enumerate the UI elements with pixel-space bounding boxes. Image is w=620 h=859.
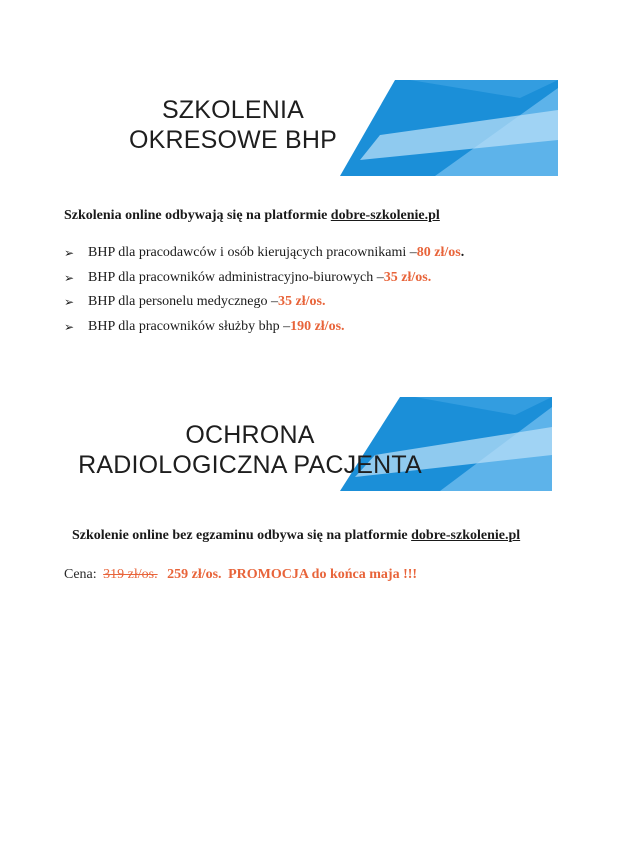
item-text: BHP dla pracodawców i osób kierujących pracownikami – [88, 245, 417, 261]
platform-intro [64, 208, 440, 224]
banner-graphic [340, 80, 558, 176]
platform-link[interactable]: dobre-szkolenie.pl [411, 528, 521, 543]
section-title [128, 95, 338, 155]
item-text: BHP dla pracowników służby bhp – [88, 318, 291, 334]
platform-intro-text: Szkolenie online bez egzaminu odbywa się na platformie [72, 528, 412, 543]
platform-intro [72, 528, 520, 544]
section-title-line2: RADIOLOGICZNA PACJENTA [78, 451, 422, 479]
section-title-line1: SZKOLENIA [161, 96, 305, 124]
section-title-line1: OCHRONA [185, 421, 315, 449]
arrow-right-icon: ➢ [64, 246, 75, 261]
training-list [64, 241, 464, 339]
list-item [64, 241, 464, 266]
item-text: BHP dla pracowników administracyjno-biurowych – [88, 269, 384, 285]
section-title-line2: OKRESOWE BHP [129, 126, 337, 154]
platform-link[interactable]: dobre-szkolenie.pl [330, 208, 440, 223]
section-title [60, 420, 440, 480]
platform-intro-text: Szkolenia online odbywają się na platformie [64, 208, 331, 223]
item-price: 80 zł/os [416, 245, 461, 261]
arrow-right-icon: ➢ [64, 270, 75, 285]
item-price: 35 zł/os. [278, 294, 326, 310]
promo-text: PROMOCJA do końca maja !!! [228, 567, 418, 582]
item-price: 35 zł/os. [383, 269, 432, 285]
item-suffix: . [460, 245, 465, 261]
list-item [64, 290, 464, 315]
old-price: 319 zł/os. [103, 567, 158, 582]
arrow-right-icon: ➢ [64, 319, 75, 334]
list-item [64, 266, 464, 291]
arrow-right-icon: ➢ [64, 295, 75, 310]
price-line [64, 567, 417, 583]
item-text: BHP dla personelu medycznego – [88, 294, 278, 310]
item-price: 190 zł/os. [290, 318, 345, 334]
new-price: 259 zł/os. [167, 567, 222, 582]
list-item [64, 315, 464, 340]
price-label: Cena: [64, 567, 97, 582]
